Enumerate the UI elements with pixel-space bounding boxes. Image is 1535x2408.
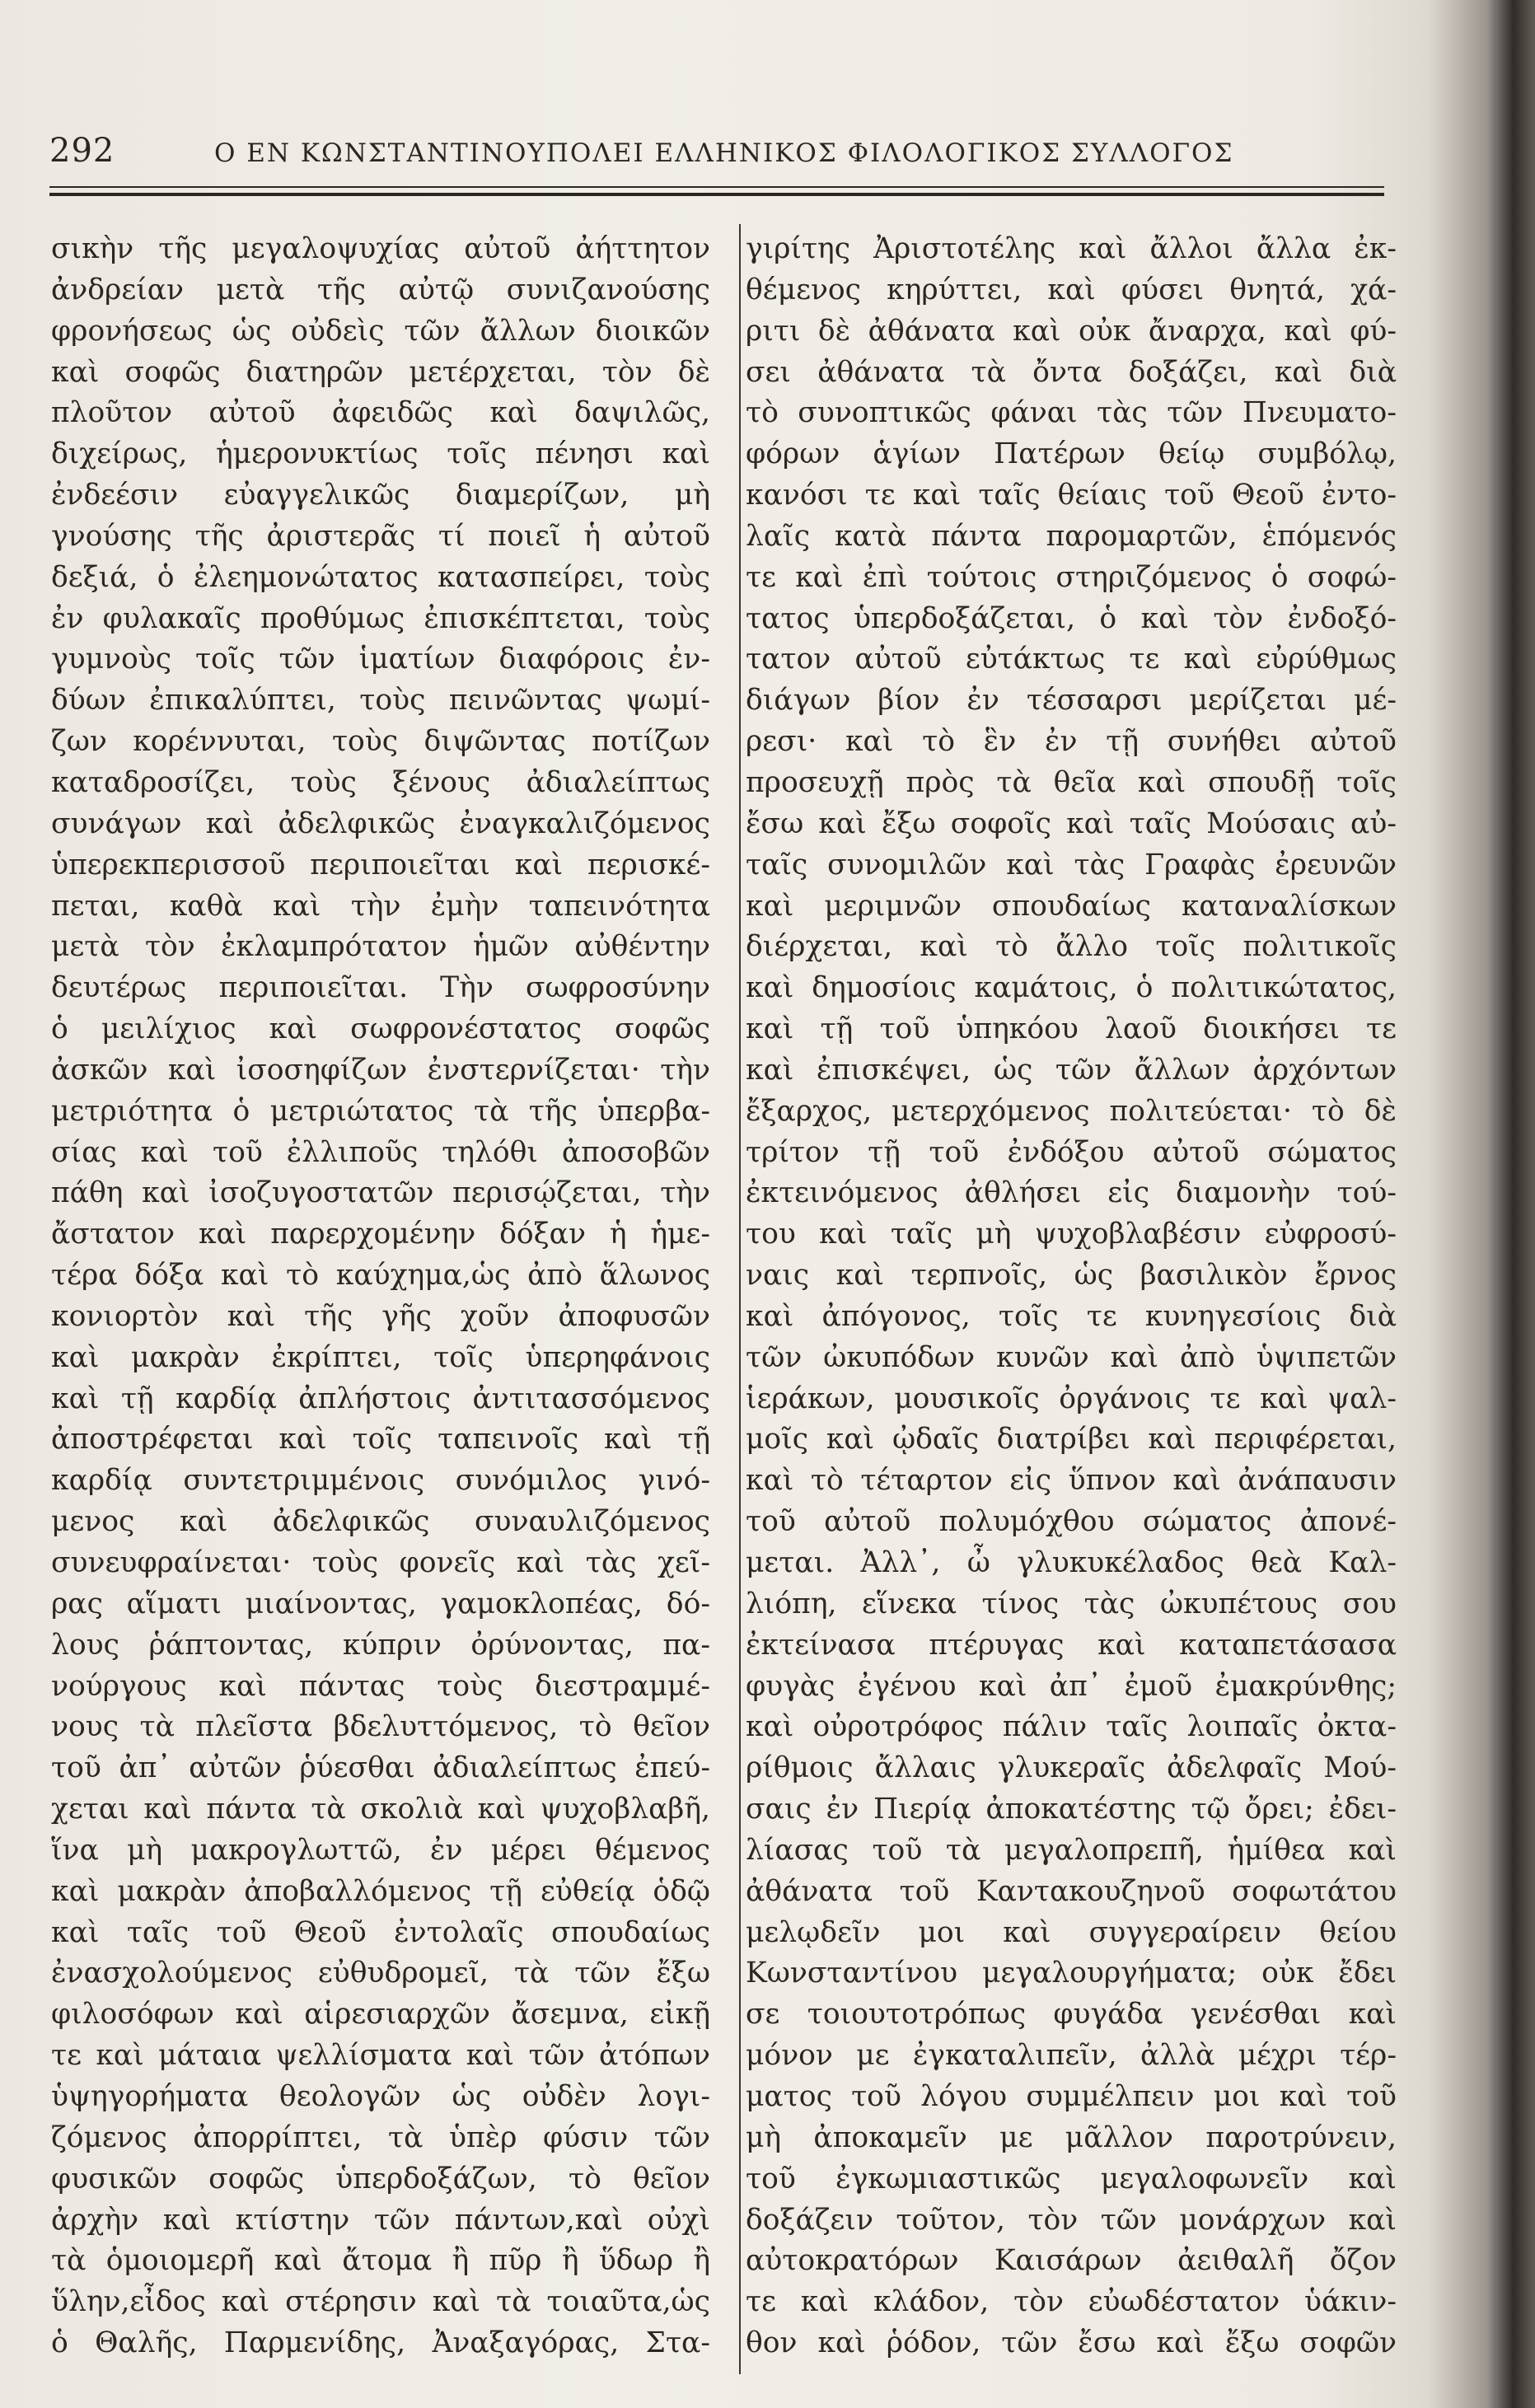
text-line: δύων ἐπικαλύπτει, τοὺς πεινῶντας ψωμί-: [51, 684, 710, 718]
text-line: ματος τοῦ λόγου συμμέλπειν μοι καὶ τοῦ: [746, 2079, 1397, 2113]
text-line: ὁ Θαλῆς, Παρμενίδης, Ἀναξαγόρας, Στα-: [51, 2326, 710, 2360]
text-line: φυγὰς ἐγένου καὶ ἀπ᾽ ἐμοῦ ἐμακρύνθης;: [746, 1669, 1397, 1703]
text-line: φιλοσόφων καὶ αἱρεσιαρχῶν ἄσεμνα, εἰκῇ: [51, 1998, 710, 2032]
text-line: καὶ ἐπισκέψει, ὡς τῶν ἄλλων ἀρχόντων: [746, 1053, 1397, 1087]
text-line: ρας αἵματι μιαίνοντας, γαμοκλοπέας, δό-: [51, 1587, 710, 1620]
text-line: φρονήσεως ὡς οὐδεὶς τῶν ἄλλων διοικῶν: [51, 314, 710, 348]
text-line: τοῦ ἐγκωμιαστικῶς μεγαλοφωνεῖν καὶ: [746, 2162, 1397, 2195]
text-line: ναις καὶ τερπνοῖς, ὡς βασιλικὸν ἔρνος: [746, 1259, 1397, 1293]
text-line: λίασας τοῦ τὰ μεγαλοπρεπῆ, ἡμίθεα καὶ: [746, 1833, 1397, 1867]
text-line: χεται καὶ πάντα τὰ σκολιὰ καὶ ψυχοβλαβῆ,: [51, 1793, 710, 1826]
text-line: μελῳδεῖν μοι καὶ συγγεραίρειν θείου: [746, 1915, 1397, 1949]
text-line: διάγων βίον ἐν τέσσαρσι μερίζεται μέ-: [746, 684, 1397, 718]
text-line: καὶ δημοσίοις καμάτοις, ὁ πολιτικώτατος,: [746, 971, 1397, 1005]
header-rule-thin: [49, 186, 1384, 188]
text-line: ἵνα μὴ μακρογλωττῶ, ἐν μέρει θέμενος: [51, 1833, 710, 1867]
text-line: σικὴν τῆς μεγαλοψυχίας αὐτοῦ ἀήττητον: [51, 232, 710, 265]
text-line: ριτι δὲ ἀθάνατα καὶ οὐκ ἄναρχα, καὶ φύ-: [746, 314, 1397, 348]
text-line: ὑψηγορήματα θεολογῶν ὡς οὐδὲν λογι-: [51, 2079, 710, 2113]
text-line: καὶ μεριμνῶν σπουδαίως καταναλίσκων: [746, 889, 1397, 923]
text-line: σει ἀθάνατα τὰ ὄντα δοξάζει, καὶ διὰ: [746, 355, 1397, 389]
text-line: καὶ μακρὰν ἐκρίπτει, τοῖς ὑπερηφάνοις: [51, 1340, 710, 1374]
text-line: ἀρχὴν καὶ κτίστην τῶν πάντων,καὶ οὐχὶ: [51, 2203, 710, 2237]
text-line: γιρίτης Ἀριστοτέλης καὶ ἄλλοι ἄλλα ἐκ-: [746, 232, 1397, 265]
text-line: ρίθμοις ἄλλαις γλυκεραῖς ἀδελφαῖς Μού-: [746, 1751, 1397, 1785]
text-line: τρίτον τῇ τοῦ ἐνδόξου αὐτοῦ σώματος: [746, 1135, 1397, 1169]
text-line: ἀθάνατα τοῦ Καντακουζηνοῦ σοφωτάτου: [746, 1874, 1397, 1908]
header-rule-thick: [49, 193, 1384, 196]
text-line: γυμνοὺς τοῖς τῶν ἱματίων διαφόροις ἐν-: [51, 643, 710, 676]
text-line: δεξιά, ὁ ἐλεημονώτατος κατασπείρει, τοὺς: [51, 560, 710, 594]
text-line: τέρα δόξα καὶ τὸ καύχημα,ὡς ἀπὸ ἅλωνος: [51, 1259, 710, 1293]
column-divider: [739, 224, 741, 2374]
text-line: ἔσω καὶ ἔξω σοφοῖς καὶ ταῖς Μούσαις αὐ-: [746, 807, 1397, 840]
text-line: μόνον με ἐγκαταλιπεῖν, ἀλλὰ μέχρι τέρ-: [746, 2039, 1397, 2073]
text-line: μενος καὶ ἀδελφικῶς συναυλιζόμενος: [51, 1505, 710, 1539]
text-line: νους τὰ πλεῖστα βδελυττόμενος, τὸ θεῖον: [51, 1710, 710, 1744]
text-line: καταδροσίζει, τοὺς ξένους ἀδιαλείπτως: [51, 765, 710, 799]
text-line: τε καὶ ἐπὶ τούτοις στηριζόμενος ὁ σοφώ-: [746, 560, 1397, 594]
text-line: ἱεράκων, μουσικοῖς ὀργάνοις τε καὶ ψαλ-: [746, 1382, 1397, 1415]
text-line: καὶ τῇ καρδίᾳ ἀπλήστοις ἀντιτασσόμενος: [51, 1382, 710, 1415]
text-line: ἀνδρείαν μετὰ τῆς αὐτῷ συνιζανούσης: [51, 273, 710, 306]
text-line: του καὶ ταῖς μὴ ψυχοβλαβέσιν εὐφροσύ-: [746, 1218, 1397, 1251]
text-line: ταῖς συνομιλῶν καὶ τὰς Γραφὰς ἐρευνῶν: [746, 848, 1397, 881]
text-line: συνευφραίνεται· τοὺς φονεῖς καὶ τὰς χεῖ-: [51, 1546, 710, 1579]
text-line: ρεσι· καὶ τὸ ἓν ἐν τῇ συνήθει αὐτοῦ: [746, 725, 1397, 759]
text-line: Κωνσταντίνου μεγαλουργήματα; οὐκ ἔδει: [746, 1957, 1397, 1990]
text-line: κανόσι τε καὶ ταῖς θείαις τοῦ Θεοῦ ἐντο-: [746, 479, 1397, 512]
text-line: δοξάζειν τοῦτον, τὸν τῶν μονάρχων καὶ: [746, 2203, 1397, 2237]
text-line: τε καὶ μάταια ψελλίσματα καὶ τῶν ἀτόπων: [51, 2039, 710, 2073]
text-line: τοῦ αὐτοῦ πολυμόχθου σώματος ἀπονέ-: [746, 1505, 1397, 1539]
text-line: τὸ συνοπτικῶς φάναι τὰς τῶν Πνευματο-: [746, 396, 1397, 430]
page-number: 292: [49, 132, 115, 170]
text-line: λους ῥάπτοντας, κύπριν ὀρύνοντας, πα-: [51, 1628, 710, 1662]
text-line: ἐν φυλακαῖς προθύμως ἐπισκέπτεται, τοὺς: [51, 601, 710, 635]
text-line: ὁ μειλίχιος καὶ σωφρονέστατος σοφῶς: [51, 1012, 710, 1046]
text-line: καὶ σοφῶς διατηρῶν μετέρχεται, τὸν δὲ: [51, 355, 710, 389]
text-line: πεται, καθὰ καὶ τὴν ἐμὴν ταπεινότητα: [51, 889, 710, 923]
text-line: θέμενος κηρύττει, καὶ φύσει θνητά, χά-: [746, 273, 1397, 306]
text-line: καὶ ἀπόγονος, τοῖς τε κυνηγεσίοις διὰ: [746, 1299, 1397, 1333]
text-line: τοῦ ἀπ᾽ αὐτῶν ῥύεσθαι ἀδιαλείπτως ἐπεύ-: [51, 1751, 710, 1785]
text-line: πλοῦτον αὐτοῦ ἀφειδῶς καὶ δαψιλῶς,: [51, 396, 710, 430]
text-line: μεται. Ἀλλ᾽, ὦ γλυκυκέλαδος θεὰ Καλ-: [746, 1546, 1397, 1579]
text-line: καρδίᾳ συντετριμμένοις συνόμιλος γινό-: [51, 1464, 710, 1498]
text-line: καὶ ταῖς τοῦ Θεοῦ ἐντολαῖς σπουδαίως: [51, 1915, 710, 1949]
text-line: μετὰ τὸν ἐκλαμπρότατον ἡμῶν αὐθέντην: [51, 930, 710, 964]
book-spine-shadow: [1428, 0, 1535, 2408]
text-line: συνάγων καὶ ἀδελφικῶς ἐναγκαλιζόμενος: [51, 807, 710, 840]
text-line: μὴ ἀποκαμεῖν με μᾶλλον παροτρύνειν,: [746, 2120, 1397, 2154]
text-line: σίας καὶ τοῦ ἐλλιποῦς τηλόθι ἀποσοβῶν: [51, 1135, 710, 1169]
text-line: διχείρως, ἡμερονυκτίως τοῖς πένησι καὶ: [51, 437, 710, 471]
text-line: προσευχῇ πρὸς τὰ θεῖα καὶ σπουδῇ τοῖς: [746, 765, 1397, 799]
text-line: νούργους καὶ πάντας τοὺς διεστραμμέ-: [51, 1669, 710, 1703]
text-line: σε τοιουτοτρόπως φυγάδα γενέσθαι καὶ: [746, 1998, 1397, 2032]
text-line: μετριότητα ὁ μετριώτατος τὰ τῆς ὑπερβα-: [51, 1094, 710, 1128]
text-line: αὐτοκρατόρων Καισάρων ἀειθαλῆ ὄζον: [746, 2244, 1397, 2278]
text-line: διέρχεται, καὶ τὸ ἄλλο τοῖς πολιτικοῖς: [746, 930, 1397, 964]
text-line: σαις ἐν Πιερίᾳ ἀποκατέστης τῷ ὄρει; ἐδει-: [746, 1793, 1397, 1826]
text-line: ἐνδεέσιν εὐαγγελικῶς διαμερίζων, μὴ: [51, 479, 710, 512]
text-line: τὰ ὁμοιομερῆ καὶ ἄτομα ἢ πῦρ ἢ ὕδωρ ἢ: [51, 2244, 710, 2278]
text-line: ἐκτεινόμενος ἀθλήσει εἰς διαμονὴν τού-: [746, 1176, 1397, 1210]
text-line: ἐκτείνασα πτέρυγας καὶ καταπετάσασα: [746, 1628, 1397, 1662]
text-line: καὶ τὸ τέταρτον εἰς ὕπνον καὶ ἀνάπαυσιν: [746, 1464, 1397, 1498]
text-line: ὕλην,εἶδος καὶ στέρησιν καὶ τὰ τοιαῦτα,ὡς: [51, 2285, 710, 2319]
text-line: τατον αὐτοῦ εὐτάκτως τε καὶ εὐρύθμως: [746, 643, 1397, 676]
text-line: φόρων ἁγίων Πατέρων θείῳ συμβόλῳ,: [746, 437, 1397, 471]
text-line: γνούσης τῆς ἀριστερᾶς τί ποιεῖ ἡ αὐτοῦ: [51, 519, 710, 553]
text-line: τατος ὑπερδοξάζεται, ὁ καὶ τὸν ἐνδοξό-: [746, 601, 1397, 635]
text-line: καὶ τῇ τοῦ ὑπηκόου λαοῦ διοικήσει τε: [746, 1012, 1397, 1046]
text-line: λαῖς κατὰ πάντα παρομαρτῶν, ἑπόμενός: [746, 519, 1397, 553]
text-line: τῶν ὠκυπόδων κυνῶν καὶ ἀπὸ ὑψιπετῶν: [746, 1340, 1397, 1374]
text-line: τε καὶ κλάδον, τὸν εὐωδέστατον ὑάκιν-: [746, 2285, 1397, 2319]
text-line: ἀποστρέφεται καὶ τοῖς ταπεινοῖς καὶ τῇ: [51, 1423, 710, 1456]
text-line: ἄστατον καὶ παρερχομένην δόξαν ἡ ἡμε-: [51, 1218, 710, 1251]
page-header: [49, 132, 1351, 170]
text-line: θον καὶ ῥόδον, τῶν ἔσω καὶ ἔξω σοφῶν: [746, 2326, 1397, 2360]
text-line: ἐνασχολούμενος εὐθυδρομεῖ, τὰ τῶν ἔξω: [51, 1957, 710, 1990]
text-line: μοῖς καὶ ᾠδαῖς διατρίβει καὶ περιφέρεται,: [746, 1423, 1397, 1456]
text-line: ἀσκῶν καὶ ἰσοσηφίζων ἐνστερνίζεται· τὴν: [51, 1053, 710, 1087]
text-line: λιόπη, εἵνεκα τίνος τὰς ὠκυπέτους σου: [746, 1587, 1397, 1620]
text-line: ἔξαρχος, μετερχόμενος πολιτεύεται· τὸ δὲ: [746, 1094, 1397, 1128]
text-line: ὑπερεκπερισσοῦ περιποιεῖται καὶ περισκέ-: [51, 848, 710, 881]
right-column: [746, 229, 1397, 2364]
text-line: δευτέρως περιποιεῖται. Τὴν σωφροσύνην: [51, 971, 710, 1005]
text-line: φυσικῶν σοφῶς ὑπερδοξάζων, τὸ θεῖον: [51, 2162, 710, 2195]
text-line: καὶ οὐροτρόφος πάλιν ταῖς λοιπαῖς ὀκτα-: [746, 1710, 1397, 1744]
text-line: ζόμενος ἀπορρίπτει, τὰ ὑπὲρ φύσιν τῶν: [51, 2120, 710, 2154]
text-line: καὶ μακρὰν ἀποβαλλόμενος τῇ εὐθείᾳ ὁδῷ: [51, 1874, 710, 1908]
text-line: πάθη καὶ ἰσοζυγοστατῶν περισῴζεται, τὴν: [51, 1176, 710, 1210]
text-line: κονιορτὸν καὶ τῆς γῆς χοῦν ἀποφυσῶν: [51, 1299, 710, 1333]
left-column: [51, 229, 710, 2364]
running-head: Ο ΕΝ ΚΩΝΣΤΑΝΤΙΝΟΥΠΟΛΕΙ ΕΛΛΗΝΙΚΟΣ ΦΙΛΟΛΟΓΙΚΟΣ ΣΥΛΛΟΓΟΣ: [214, 138, 1234, 168]
text-line: ζων κορέννυται, τοὺς διψῶντας ποτίζων: [51, 725, 710, 759]
